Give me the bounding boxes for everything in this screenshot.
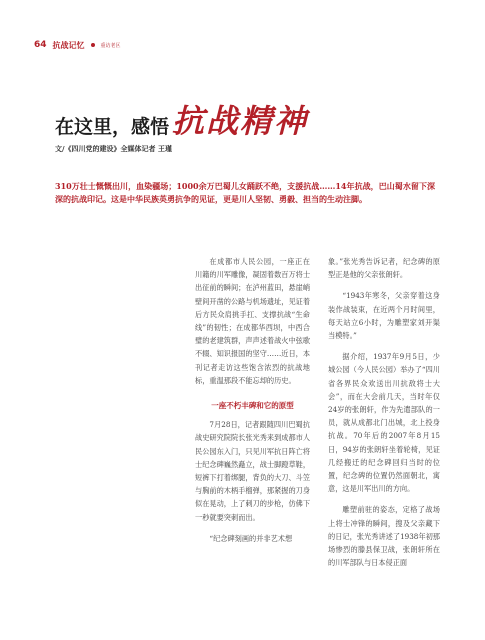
section-subheading: 一座不朽丰碑和它的原型	[211, 401, 294, 411]
title-main-text: 在这里，感悟	[55, 116, 170, 138]
page-number: 64	[34, 40, 47, 50]
column-name: 抗战记忆	[52, 40, 85, 50]
lead-paragraph: 310万壮士慨慨出川，血染疆场；1000余万巴蜀儿女踊跃不绝，支援抗战……14年抗战，巴山蜀水留下深深的抗战印记。这是中华民族英勇抗争的见证，更是川人坚韧、勇毅、担当的生动注脚。	[55, 181, 435, 204]
title-calligraphy-text: 抗战精神	[172, 102, 309, 140]
left-column	[195, 255, 310, 553]
page-header	[34, 39, 121, 51]
body-paragraph: “纪念碑刻画的并非艺术想	[209, 533, 293, 543]
body-paragraph: 7月28日，记者跟随四川巴蜀抗战史研究院院长张光秀来到成都市人民公园东入门，只见川军抗日阵亡将士纪念碑巍然矗立，战士脚蹬草鞋，短裤下打着绑腿，背负的大刀、斗笠与胸前的木柄手榴弹，那紧握的刀身似在晃动，上了刺刀的步枪，仿佛下一秒就要突刺而出。	[195, 420, 311, 522]
body-paragraph: “1943年寒冬，父亲穿着这身装作战装束，在近两个月时间里，每天站立6小时，为雕塑家刘开渠当模特。”	[328, 291, 440, 341]
sub-column-name: 重访老区	[100, 42, 121, 49]
body-paragraph: 雕塑前驻的姿态，定格了战场上将士冲锋的瞬间，搜及父亲藏下的日记，张光秀讲述了1938年初那场惨烈的滕县保卫战，张朗轩所在的川军部队与日本侵正面	[328, 505, 440, 568]
article-title	[55, 99, 308, 141]
byline: 文/《四川党的建设》全媒体记者 王瑾	[55, 145, 172, 153]
right-column	[328, 255, 440, 577]
body-paragraph: 象。”张光秀告诉记者，纪念碑的原型正是他的父亲张朗轩。	[328, 257, 440, 280]
body-paragraph: 据介绍，1937年9月5日，少城公园（今人民公园）举办了“四川省各界民众欢送出川抗敌将士大会”，而在大会前几天，当时年仅24岁的张朗轩，作为先遣部队的一员，就从成都北门出城，北上投身抗战。70年后的2007年8月15日，94岁的张朗轩坐着轮椅，见证几经搬迁的纪念碑回归当时的位置，纪念碑的位置仍然面朝北，寓意，这是川军出川的方向。	[328, 352, 440, 494]
bullet-dot-icon	[91, 43, 95, 47]
body-paragraph: 在成都市人民公园，一座正在川籍的川军雕像，凝固着数百万将士出征前的瞬间；在泸州蓝田，悬崖峭壁间开凿的公路与机场遗址，见证着后方民众肩挑手扛、支撑抗战“生命线”的韧性；在成都华西坝，中西合璧的老建筑群，声声述着战火中弦歌不辍、知识报国的坚守……近日，本刊记者走访这些饱含浓烈的抗战地标，重温那段不能忘却的历史。	[195, 257, 311, 385]
